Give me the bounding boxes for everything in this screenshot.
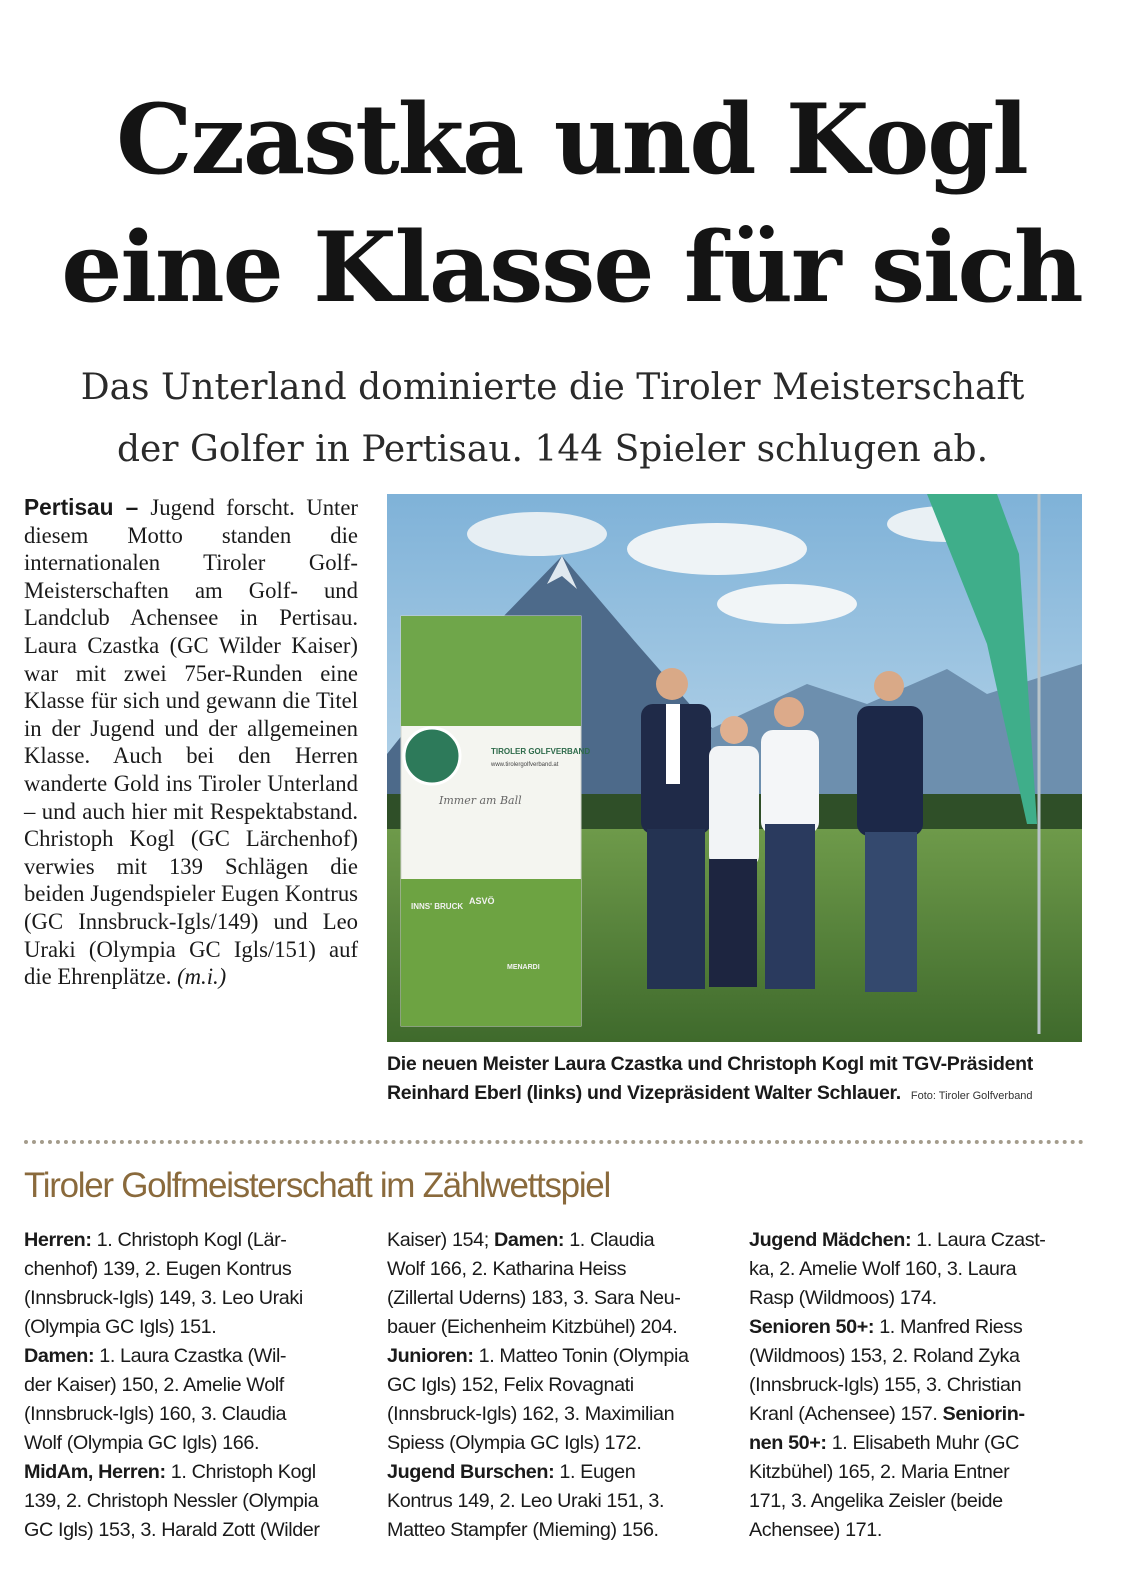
result-text: 1. Laura Czast- xyxy=(911,1229,1046,1251)
result-text: Kontrus 149, 2. Leo Uraki 151, 3. xyxy=(387,1490,665,1512)
result-category: Jugend Burschen: xyxy=(387,1461,555,1483)
cloud xyxy=(467,512,607,556)
dotted-divider xyxy=(24,1140,1084,1144)
result-category: Herren: xyxy=(24,1229,92,1251)
result-line xyxy=(749,1342,1046,1371)
result-line xyxy=(749,1458,1046,1487)
result-line xyxy=(387,1516,689,1545)
result-category: Damen: xyxy=(24,1345,95,1367)
result-line xyxy=(387,1371,689,1400)
result-text: Kitzbühel) 165, 2. Maria Entner xyxy=(749,1461,1010,1483)
result-line xyxy=(24,1313,320,1342)
result-text: ka, 2. Amelie Wolf 160, 3. Laura xyxy=(749,1258,1017,1280)
result-line xyxy=(24,1429,320,1458)
result-text: (Innsbruck-Igls) 155, 3. Christian xyxy=(749,1374,1022,1396)
article-photo xyxy=(387,494,1082,1042)
result-category: Seniorin- xyxy=(942,1403,1025,1425)
result-line xyxy=(24,1458,320,1487)
result-line xyxy=(749,1516,1046,1545)
result-text: 171, 3. Angelika Zeisler (beide xyxy=(749,1490,1003,1512)
banner-sponsor-1: INNS' BRUCK xyxy=(411,902,464,911)
result-category: nen 50+: xyxy=(749,1432,827,1454)
result-line xyxy=(749,1487,1046,1516)
result-text: Wolf 166, 2. Katharina Heiss xyxy=(387,1258,627,1280)
result-line xyxy=(387,1400,689,1429)
result-line xyxy=(749,1400,1046,1429)
result-text: (Innsbruck-Igls) 162, 3. Maximilian xyxy=(387,1403,675,1425)
result-text: Achensee) 171. xyxy=(749,1519,882,1541)
result-line xyxy=(24,1255,320,1284)
result-text: (Zillertal Uderns) 183, 3. Sara Neu- xyxy=(387,1287,681,1309)
person-laura-czastka xyxy=(709,716,759,987)
result-line xyxy=(749,1429,1046,1458)
result-text: (Innsbruck-Igls) 149, 3. Leo Uraki xyxy=(24,1287,303,1309)
author-initials: (m.i.) xyxy=(177,964,227,990)
result-text: 1. Laura Czastka (Wil- xyxy=(94,1345,287,1367)
result-line xyxy=(749,1371,1046,1400)
results-title: Tiroler Golfmeisterschaft im Zählwettspiel xyxy=(24,1166,610,1205)
result-text: Rasp (Wildmoos) 174. xyxy=(749,1287,937,1309)
cloud xyxy=(627,523,807,575)
result-line xyxy=(387,1226,689,1255)
headline-line-1: Czastka und Kogl xyxy=(116,83,1027,196)
caption-line-2-text: Reinhard Eberl (links) und Vizepräsident Walter Schlauer. xyxy=(387,1082,901,1104)
banner-brand: TIROLER GOLFVERBAND xyxy=(491,747,591,756)
dateline-dash: – xyxy=(113,494,151,520)
banner-slogan: Immer am Ball xyxy=(439,794,522,807)
result-text: der Kaiser) 150, 2. Amelie Wolf xyxy=(24,1374,284,1396)
result-text: GC Igls) 153, 3. Harald Zott (Wilder xyxy=(24,1519,320,1541)
result-category: Junioren: xyxy=(387,1345,474,1367)
result-line xyxy=(749,1226,1046,1255)
result-text: bauer (Eichenheim Kitzbühel) 204. xyxy=(387,1316,678,1338)
results-column-1 xyxy=(24,1226,320,1545)
result-line xyxy=(387,1284,689,1313)
photo-credit: Foto: Tiroler Golfverband xyxy=(910,1090,1033,1102)
result-line xyxy=(24,1371,320,1400)
person-reinhard-eberl xyxy=(641,668,711,989)
banner-url: www.tirolergolfverband.at xyxy=(491,762,559,768)
result-text: chenhof) 139, 2. Eugen Kontrus xyxy=(24,1258,292,1280)
person-walter-schlauer xyxy=(857,671,923,992)
caption-line-2 xyxy=(387,1079,1087,1111)
banner-logo xyxy=(404,728,460,784)
result-category: MidAm, Herren: xyxy=(24,1461,166,1483)
result-text: Matteo Stampfer (Mieming) 156. xyxy=(387,1519,659,1541)
result-category: Senioren 50+: xyxy=(749,1316,875,1338)
result-text: Wolf (Olympia GC Igls) 166. xyxy=(24,1432,260,1454)
person-christoph-kogl xyxy=(761,697,819,989)
banner-sponsor-2: ASVÖ xyxy=(469,896,495,906)
result-text: 1. Christoph Kogl (Lär- xyxy=(91,1229,287,1251)
result-line xyxy=(24,1284,320,1313)
result-line xyxy=(387,1458,689,1487)
result-text: Kaiser) 154; xyxy=(387,1229,494,1251)
result-line xyxy=(24,1400,320,1429)
result-line xyxy=(24,1226,320,1255)
result-line xyxy=(24,1516,320,1545)
result-text: 1. Elisabeth Muhr (GC xyxy=(826,1432,1019,1454)
result-line xyxy=(387,1487,689,1516)
result-line xyxy=(749,1313,1046,1342)
headline-line-2: eine Klasse für sich xyxy=(61,211,1082,324)
results-column-3 xyxy=(749,1226,1046,1545)
article-text: Jugend forscht. Unter diesem Motto standen die internationalen Tiroler Golf-Meisterschaften am Golf- und Landclub Achensee in Pertisau. Laura Czastka (GC Wilder Kaiser) war mit zwei 75er-Runden eine Klasse für sich und gewann die Titel in der Jugend und der allgemeinen Klasse. Auch bei den Herren wanderte Gold ins Tiroler Unterland – und auch hier mit Respektabstand. Christoph Kogl (GC Lärchenhof) verwies mit 139 Schlägen die beiden Jugendspieler Eugen Kontrus (GC Innsbruck-Igls/149) und Leo Uraki (Olympia GC Igls/151) auf die Ehrenplätze. xyxy=(24,495,358,990)
result-text: Spiess (Olympia GC Igls) 172. xyxy=(387,1432,642,1454)
result-category: Jugend Mädchen: xyxy=(749,1229,912,1251)
article-body xyxy=(24,494,358,991)
result-line xyxy=(387,1429,689,1458)
result-line xyxy=(749,1284,1046,1313)
result-text: (Olympia GC Igls) 151. xyxy=(24,1316,217,1338)
subheadline-line-1: Das Unterland dominierte die Tiroler Meisterschaft xyxy=(80,367,1025,408)
caption-line-1: Die neuen Meister Laura Czastka und Christoph Kogl mit TGV-Präsident xyxy=(387,1053,1033,1075)
result-line xyxy=(387,1313,689,1342)
result-text: 139, 2. Christoph Nessler (Olympia xyxy=(24,1490,319,1512)
result-text: (Innsbruck-Igls) 160, 3. Claudia xyxy=(24,1403,287,1425)
subheadline-line-2: der Golfer in Pertisau. 144 Spieler schlugen ab. xyxy=(116,429,989,470)
result-line xyxy=(387,1342,689,1371)
cloud xyxy=(717,584,857,624)
result-text: GC Igls) 152, Felix Rovagnati xyxy=(387,1374,634,1396)
result-text: 1. Manfred Riess xyxy=(874,1316,1023,1338)
result-text: 1. Eugen xyxy=(554,1461,636,1483)
result-text: 1. Matteo Tonin (Olympia xyxy=(473,1345,689,1367)
banner-photo-panel xyxy=(401,616,581,726)
dateline: Pertisau xyxy=(24,494,114,520)
result-line xyxy=(749,1255,1046,1284)
results-column-2 xyxy=(387,1226,689,1545)
result-text: 1. Claudia xyxy=(564,1229,655,1251)
result-text: Kranl (Achensee) 157. xyxy=(749,1403,943,1425)
result-line xyxy=(24,1487,320,1516)
result-line xyxy=(24,1342,320,1371)
result-text: (Wildmoos) 153, 2. Roland Zyka xyxy=(749,1345,1020,1367)
result-text: 1. Christoph Kogl xyxy=(165,1461,316,1483)
banner-sponsor-3: MENARDI xyxy=(507,964,540,971)
result-line xyxy=(387,1255,689,1284)
photo-caption xyxy=(387,1050,1087,1111)
result-category: Damen: xyxy=(493,1229,565,1251)
